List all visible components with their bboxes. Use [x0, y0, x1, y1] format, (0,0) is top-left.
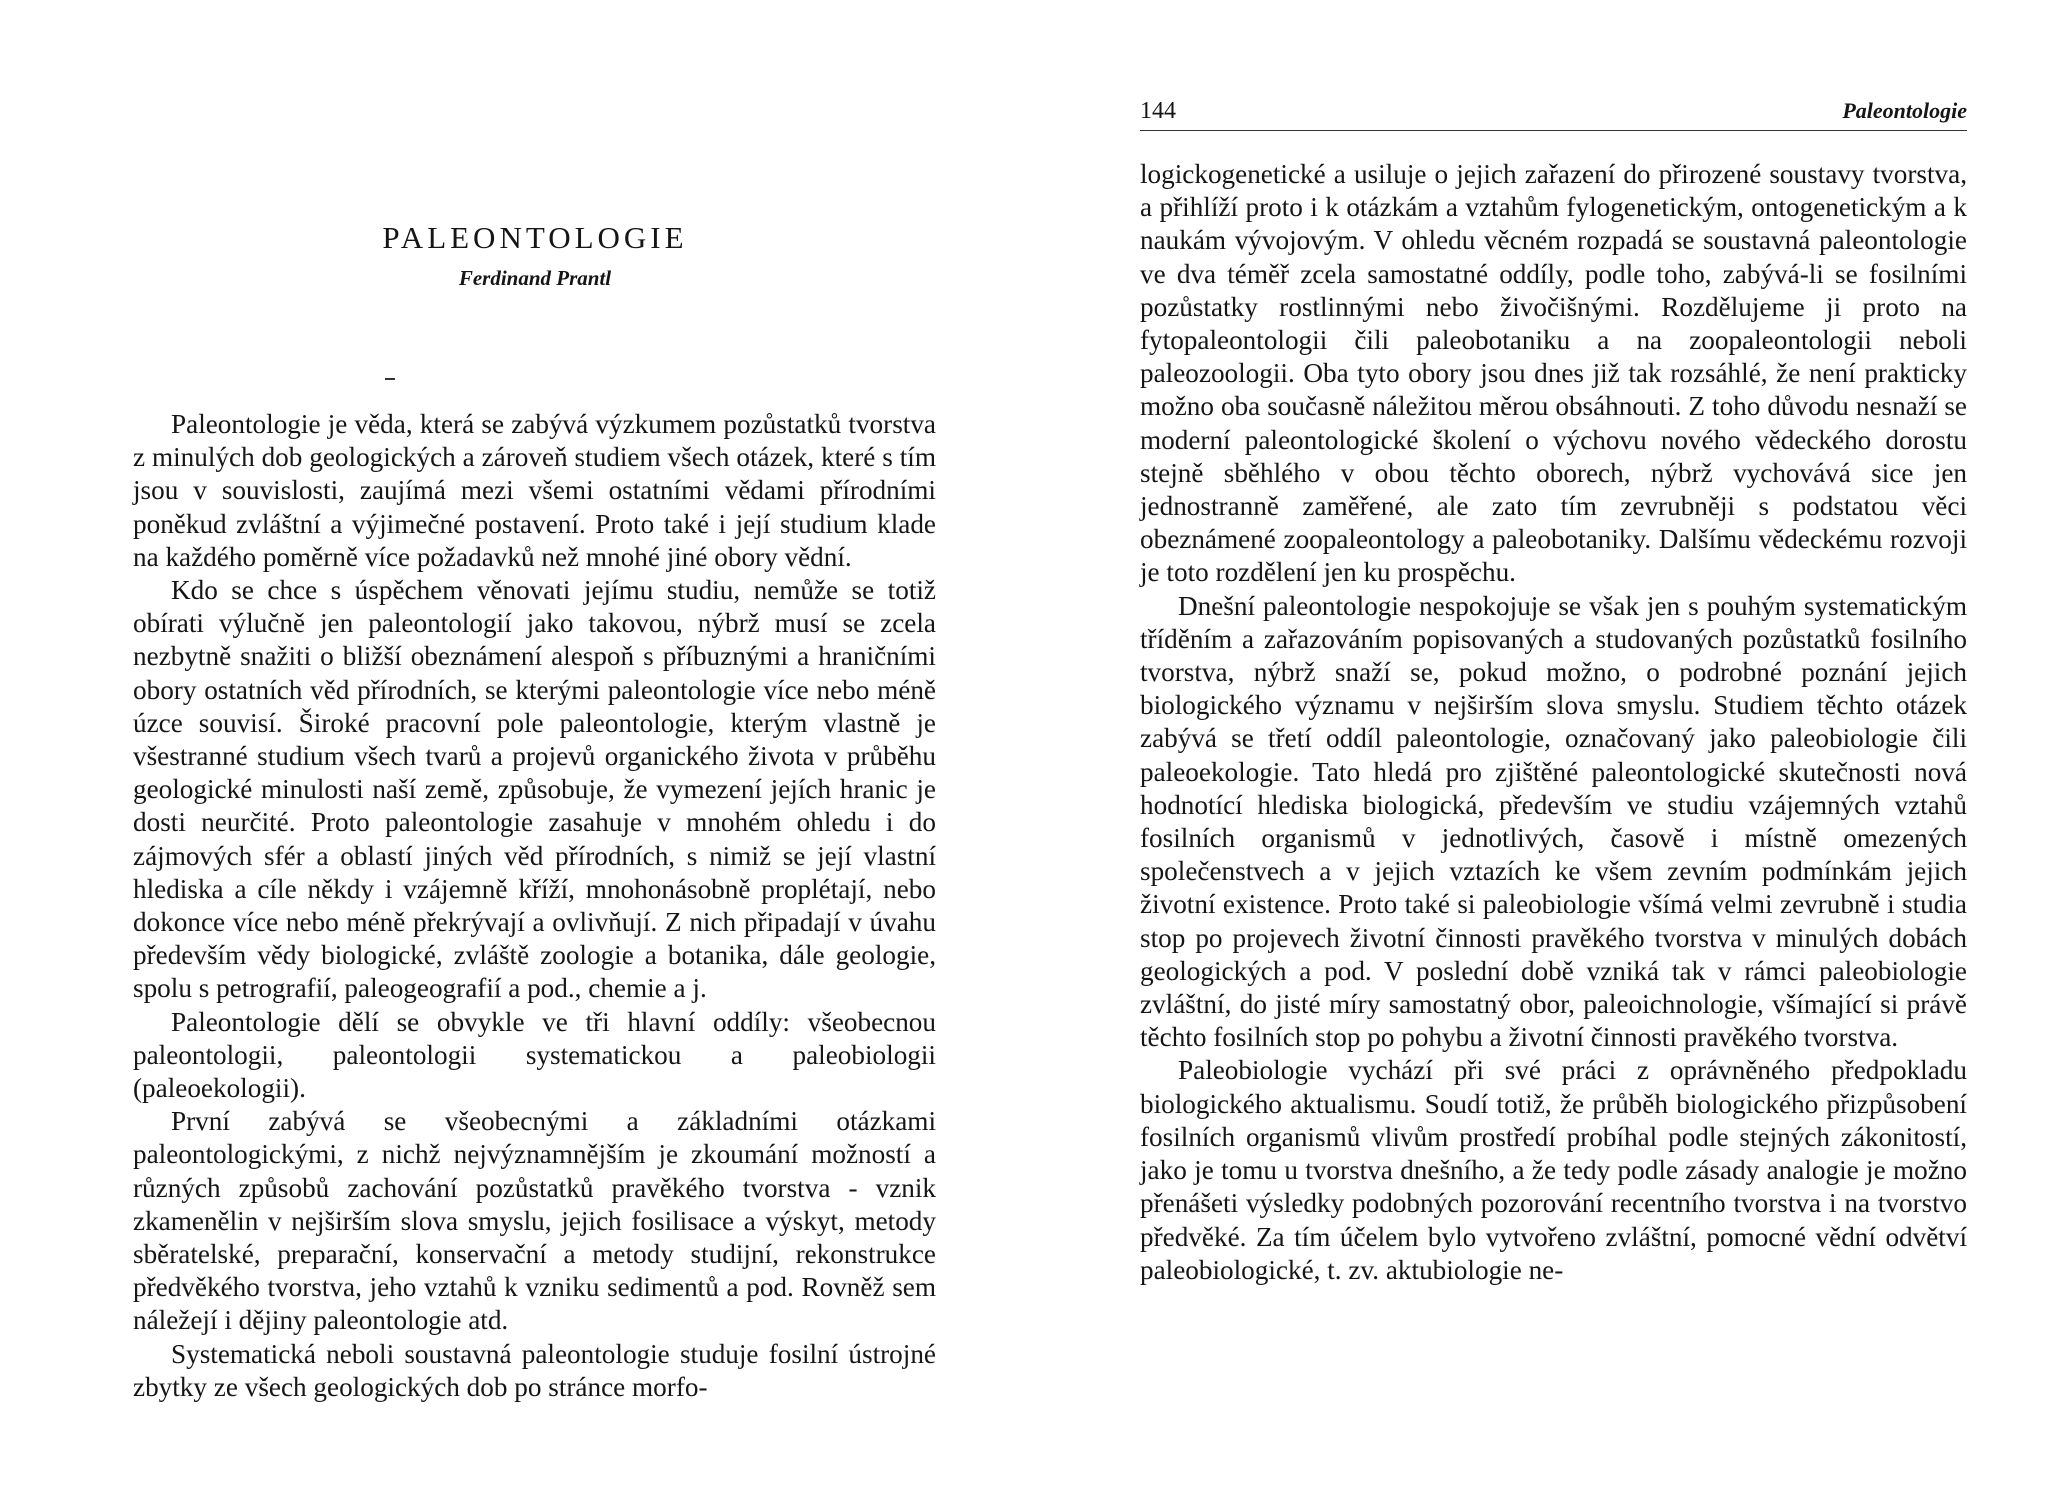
paragraph: Paleobiologie vychází při své práci z oprávněného předpokladu biologického aktualismu. Soudí totiž, že průběh biologického přizpůsobení fosilních organismů vlivům prostředí probíhal podle stejných zákonitostí, jako je tomu u tvorstva dnešního, a že tedy podle zásady analogie je možno přenášeti výsledky podobných pozorování recentního tvorstva i na tvorstvo předvěké. Za tím účelem bylo vytvořeno zvláštní, pomocné vědní odvětví paleobiologické, t. zv. aktubiologie ne- [1140, 1055, 1967, 1285]
running-head [1140, 96, 1967, 131]
paragraph: Dnešní paleontologie nespokojuje se však jen s pouhým systematickým tříděním a zařazováním popisovaných a studovaných pozůstatků fosilního tvorstva, nýbrž snaží se, pokud možno, o podrobné poznání jejich biologického významu v nejširším slova smyslu. Studiem těchto otázek zabývá se třetí oddíl paleontologie, označovaný jako paleobiologie čili paleoekologie. Tato hledá pro zjištěné paleontologické skutečnosti nová hodnotící hlediska biologická, především ve studiu vzájemných vztahů fosilních organismů v jednotlivých, časově i místně omezených společenstvech a v jejich vztazích ke všem zevním podmínkám jejich životní existence. Proto také si paleobiologie všímá velmi zevrubně i studia stop po projevech životní činnosti pravěkého tvorstva v minulých dobách geologických a pod. V poslední době vzniká tak v rámci paleobiologie zvláštní, do jisté míry samostatný obor, paleoichnologie, všímající si právě těchto fosilních stop po pohybu a životní činnosti pravěkého tvorstva. [1140, 590, 1967, 1053]
paragraph: Kdo se chce s úspěchem věnovati jejímu studiu, nemůže se totiž obírati výlučně jen paleontologií jako takovou, nýbrž musí se zcela nezbytně snažiti o bližší obeznámení alespoň s příbuznými a hraničními obory ostatních věd přírodních, se kterými paleontologie více nebo méně úzce souvisí. Široké pracovní pole paleontologie, kterým vlastně je všestranné studium všech tvarů a projevů organického života v průběhu geologické minulosti naší země, způsobuje, že vymezení jejích hranic je dosti neurčité. Proto paleontologie zasahuje v mnohém ohledu i do zájmových sfér a oblastí jiných věd přírodních, s nimiž se její vlastní hlediska a cíle někdy i vzájemně kříží, mnohonásobně proplétají, nebo dokonce více nebo méně překrývají a ovlivňují. Z nich připadají v úvahu především vědy biologické, zvláště zoologie a botanika, dále geologie, spolu s petrografií, paleogeografií a pod., chemie a j. [133, 575, 936, 1004]
paragraph: Paleontologie dělí se obvykle ve tři hlavní oddíly: všeobecnou paleontologii, paleontologii systematickou a paleobiologii (paleoekologii). [133, 1006, 936, 1104]
paragraph-continuation: logickogenetické a usiluje o jejich zařazení do přirozené soustavy tvorstva, a přihlíží proto i k otázkám a vztahům fylogenetickým, ontogenetickým a k naukám vývojovým. V ohledu věcném rozpadá se soustavná paleontologie ve dva téměř zcela samostatné oddíly, podle toho, zabývá-li se fosilními pozůstatky rostlinnými nebo živočišnými. Rozdělujeme ji proto na fytopaleontologii čili paleobotaniku a na zoopaleontologii neboli paleozoologii. Oba tyto obory jsou dnes již tak rozsáhlé, že není prakticky možno oba současně náležitou měrou obsáhnouti. Z toho důvodu nesnaží se moderní paleontologické školení o výchovu nového vědeckého dorostu stejně sběhlého v obou těchto oborech, nýbrž vychovává sice jen jednostranně zaměřené, ale zato tím zevrubněji s podstatou věci obeznámené zoopaleontology a paleobotaniky. Dalšímu vědeckému rozvoji je toto rozdělení jen ku prospěchu. [1140, 159, 1967, 588]
running-title: Paleontologie [1842, 98, 1967, 123]
right-page [1025, 0, 2050, 1500]
paragraph: Systematická neboli soustavná paleontologie studuje fosilní ústrojné zbytky ze všech geologických dob po stránce morfo- [133, 1338, 936, 1402]
article-title: PALEONTOLOGIE [382, 220, 688, 255]
paragraph: Paleontologie je věda, která se zabývá výzkumem pozůstatků tvorstva z minulých dob geologických a zároveň studiem všech otázek, které s tím jsou v souvislosti, zaujímá mezi všemi ostatními vědami přírodními poněkud zvláštní a výjimečné postavení. Proto také i její studium klade na každého poměrně více požadavků než mnohé jiné obory vědní. [133, 409, 936, 572]
dash-mark [385, 378, 395, 380]
article-author: Ferdinand Prantl [458, 266, 612, 290]
paragraph: První zabývá se všeobecnými a základními otázkami paleontologickými, z nichž nejvýznamnějším je zkoumání možností a různých způsobů zachování pozůstatků pravěkého tvorstva - vznik zkamenělin v nejširším slova smyslu, jejich fosilisace a výskyt, metody sběratelské, preparační, konservační a metody studijní, rekonstrukce předvěkého tvorstva, jeho vztahů k vzniku sedimentů a pod. Rovněž sem náležejí i dějiny paleontologie atd. [133, 1106, 936, 1336]
page-number: 144 [1140, 98, 1176, 124]
left-text-column [133, 408, 936, 1404]
right-text-column [1140, 158, 1967, 1287]
